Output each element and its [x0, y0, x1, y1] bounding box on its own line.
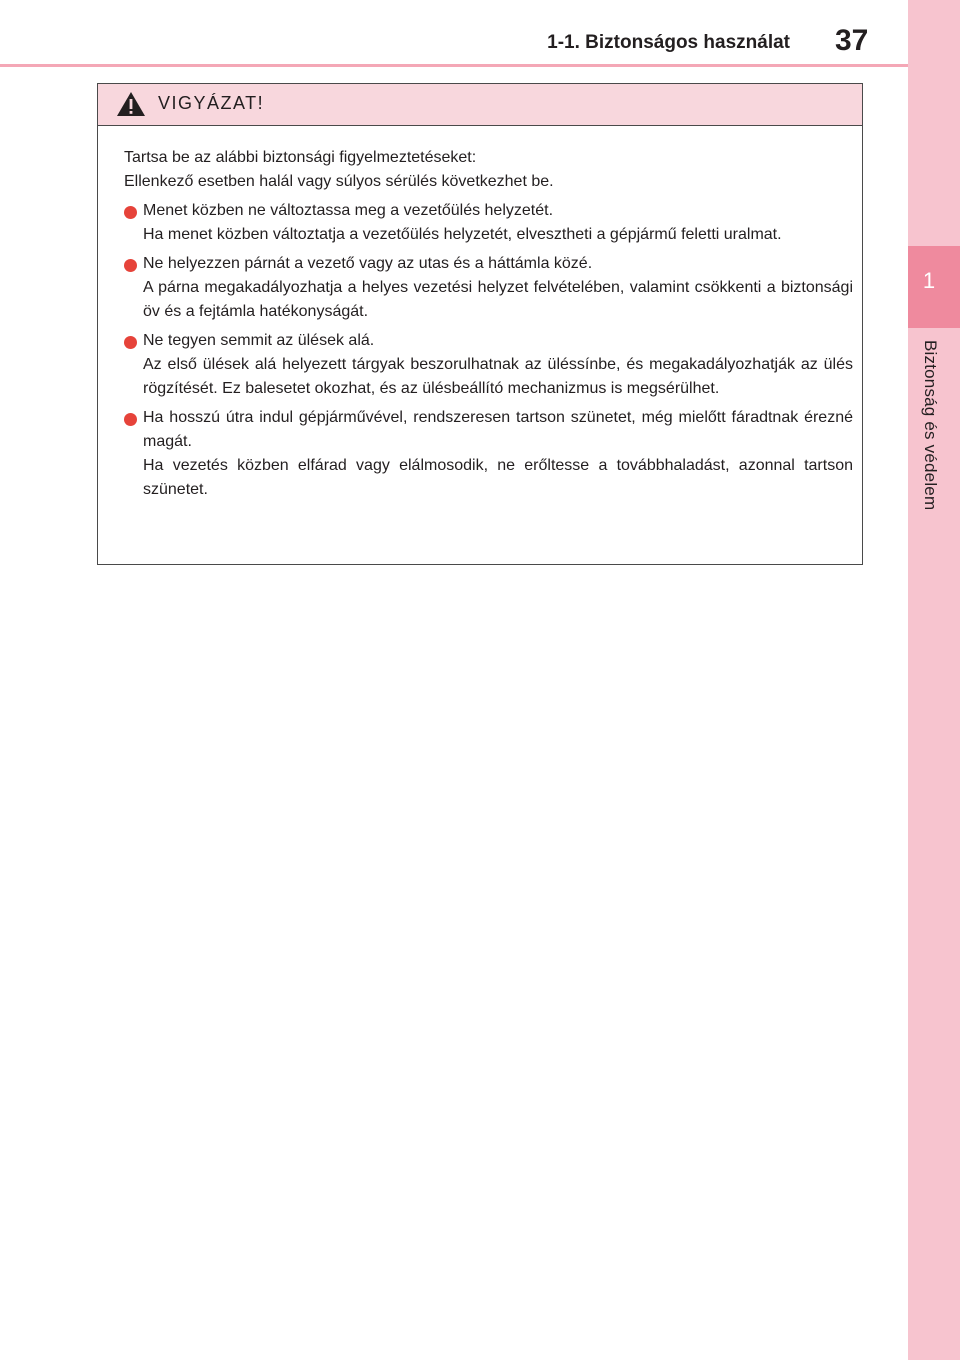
intro-line: Ellenkező esetben halál vagy súlyos sérülés következhet be. — [124, 173, 554, 190]
item-text: Ha menet közben változtatja a vezetőülés helyzetét, elvesztheti a gépjármű feletti uralmat. — [143, 226, 782, 243]
warning-item — [124, 329, 853, 401]
bullet-icon — [124, 259, 137, 272]
bullet-icon — [124, 206, 137, 219]
warning-body — [98, 126, 862, 502]
section-title: 1-1. Biztonságos használat — [547, 32, 790, 53]
warning-item — [124, 406, 853, 502]
warning-item — [124, 199, 853, 247]
intro-line: Tartsa be az alábbi biztonsági figyelmeztetéseket: — [124, 149, 477, 166]
chapter-number: 1 — [922, 268, 936, 293]
warning-intro — [124, 146, 853, 194]
warning-item — [124, 252, 853, 324]
warning-header — [98, 84, 862, 126]
side-band — [908, 0, 960, 1360]
item-heading: Ha hosszú útra indul gépjárművével, rendszeresen tartson szünetet, még mielőtt fáradtnak érezné magát. — [143, 409, 853, 450]
item-heading: Ne helyezzen párnát a vezető vagy az utas és a háttámla közé. — [143, 255, 593, 272]
header-divider — [0, 64, 908, 67]
warning-title: VIGYÁZAT! — [158, 93, 265, 113]
item-text: Az első ülések alá helyezett tárgyak beszorulhatnak az üléssínbe, és megakadályozhatják az ülés rögzítését. Ez balesetet okozhat, és az ülésbeállító mechanizmus is megsérülhet. — [143, 356, 853, 397]
item-heading: Ne tegyen semmit az ülések alá. — [143, 332, 375, 349]
bullet-icon — [124, 336, 137, 349]
item-heading: Menet közben ne változtassa meg a vezetőülés helyzetét. — [143, 202, 554, 219]
chapter-title: Biztonság és védelem — [921, 340, 940, 511]
item-text: A párna megakadályozhatja a helyes vezetési helyzet felvételében, valamint csökkenti a biztonsági öv és a fejtámla hatékonyságát. — [143, 279, 853, 320]
item-text: Ha vezetés közben elfárad vagy elálmosodik, ne erőltesse a továbbhaladást, azonnal tartson szünetet. — [143, 457, 853, 498]
bullet-icon — [124, 413, 137, 426]
warning-triangle-icon — [116, 91, 146, 117]
warning-box — [97, 83, 863, 565]
page-number: 37 — [835, 24, 869, 57]
